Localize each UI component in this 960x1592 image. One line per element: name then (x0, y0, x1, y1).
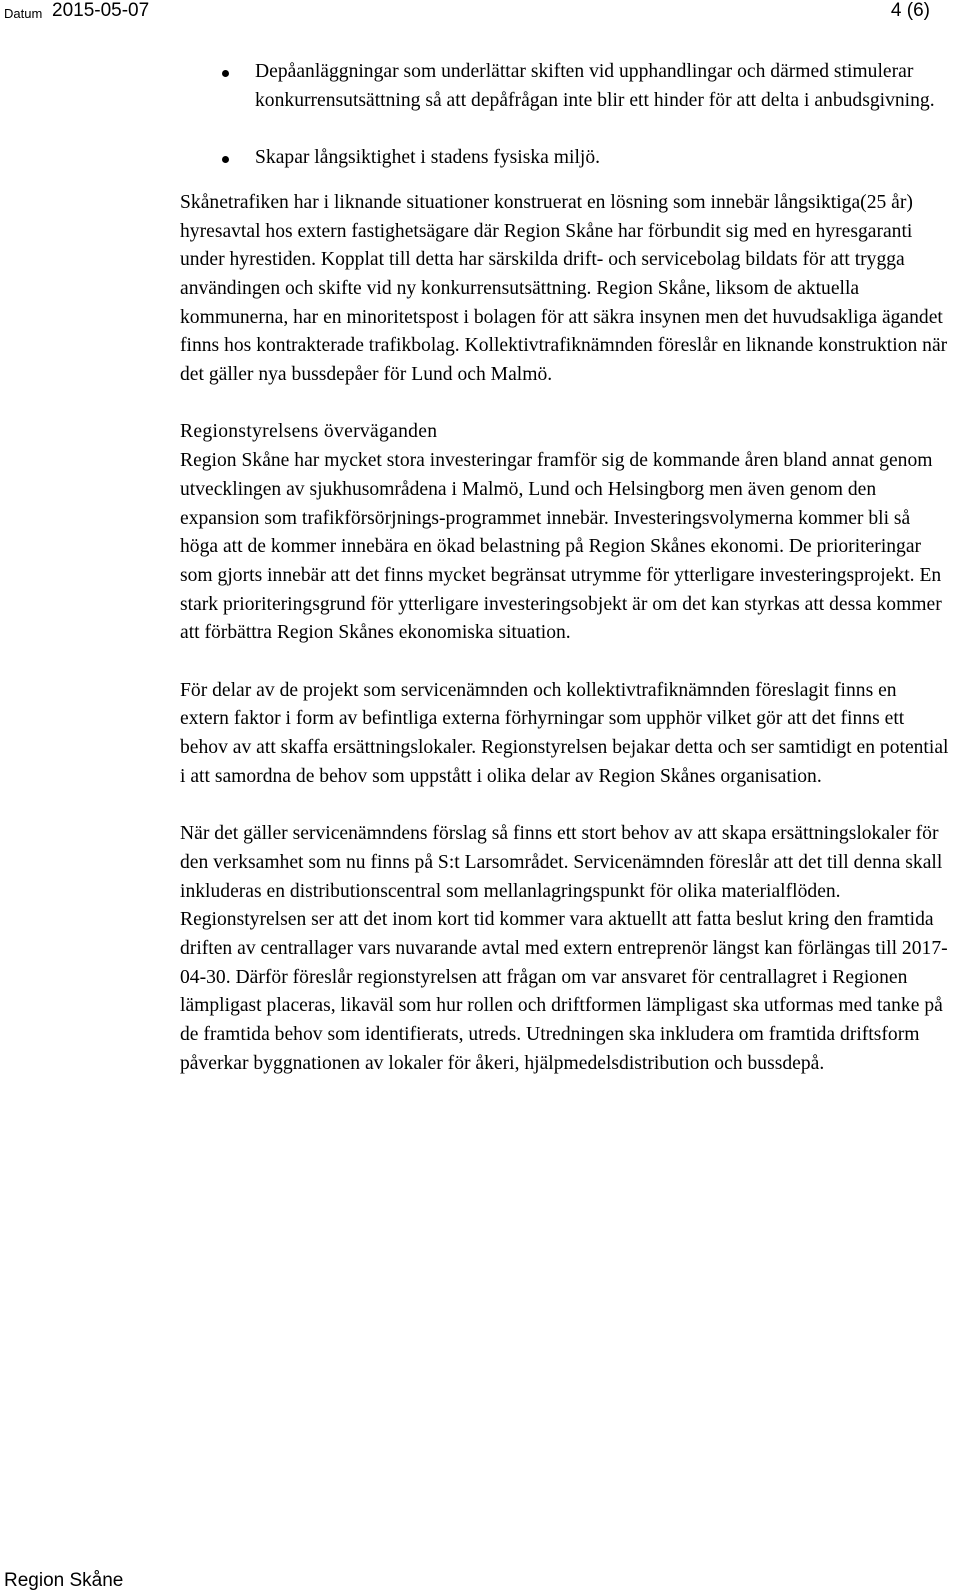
list-item (0, 144, 935, 173)
paragraph-service-board: När det gäller servicenämndens förslag så finns ett stort behov av att skapa ersättningslokaler för den verksamhet som nu finns på S:t Larsområdet. Servicenämnden föreslår att det till denna skall inkluderas en distributionscentral som mellanlagringspunkt för olika materialflöden. Regionstyrelsen ser att det inom kort tid kommer vara aktuellt att fatta beslut kring den framtida driften av centrallager vars nuvarande avtal med extern entreprenör längst kan förlängas till 2017-04-30. Därför föreslår regionstyrelsen att frågan om var ansvaret för centrallagret i Regionen lämpligast placeras, likaväl som hur rollen och driftformen lämpligast ska utformas med tanke på de framtida behov som identifierats, utreds. Utredningen ska inkludera om framtida driftsform påverkar byggnationen av lokaler för åkeri, hjälpmedelsdistribution och bussdepå. (180, 823, 948, 1074)
bullet-icon (222, 156, 229, 163)
list-item (0, 58, 935, 115)
bullet-icon (222, 70, 229, 77)
date-label: Datum (4, 6, 43, 21)
footer-organization: Region Skåne (4, 1570, 124, 1591)
section-heading: Regionstyrelsens överväganden (180, 421, 438, 443)
bullet-list (0, 58, 950, 173)
document-date: 2015-05-07 (52, 0, 150, 21)
bullet-text: Skapar långsiktighet i stadens fysiska miljö. (255, 147, 601, 169)
bullet-text: Depåanläggningar som underlättar skiften vid upphandlingar och därmed stimulerar konkurrensutsättning så att depåfrågan inte blir ett hinder för att delta i anbudsgivning. (255, 61, 935, 111)
document-body (180, 58, 950, 1107)
paragraph-investments: Region Skåne har mycket stora investeringar framför sig de kommande åren bland annat genom utvecklingen av sjukhusområdena i Malmö, Lund och Helsingborg men även genom den expansion som trafikförsörjnings-programmet innebär. Investeringsvolymerna kommer bli så höga att de kommer innebära en ökad belastning på Region Skånes ekonomi. De prioriteringar som gjorts innebär att det finns mycket begränsat utrymme för ytterligare investeringsprojekt. En stark prioriteringsgrund för ytterligare investeringsobjekt är om det kan styrkas att dessa kommer att förbättra Region Skånes ekonomiska situation. (180, 450, 942, 644)
paragraph-external-rentals: För delar av de projekt som servicenämnden och kollektivtrafiknämnden föreslagit finns en extern faktor i form av befintliga externa förhyrningar som upphör vilket gör att det finns ett behov av att skaffa ersättningslokaler. Regionstyrelsen bejakar detta och ser samtidigt en potential i att samordna de behov som uppstått i olika delar av Region Skånes organisation. (180, 679, 949, 787)
paragraph-skanetrafiken: Skånetrafiken har i liknande situationer konstruerat en lösning som innebär långsiktiga(25 år) hyresavtal hos extern fastighetsägare där Region Skåne har förbundit sig med en hyresgaranti under hyrestiden. Kopplat till detta har särskilda drift- och servicebolag bildats för att trygga användingen och skifte vid ny konkurrensutsättning. Region Skåne, liksom de aktuella kommunerna, har en minoritetspost i bolagen för att säkra insynen men det huvudsakliga ägandet finns hos kontrakterade trafikbolag. Kollektivtrafiknämnden föreslår en liknande konstruktion när det gäller nya bussdepåer för Lund och Malmö. (180, 191, 948, 386)
page-number: 4 (6) (890, 0, 930, 21)
page-header (4, 0, 944, 30)
